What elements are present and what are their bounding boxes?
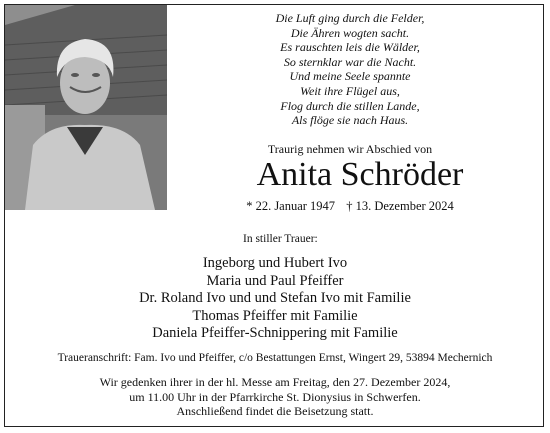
obituary-card [4,4,544,427]
mourner-entry: Dr. Roland Ivo und und Stefan Ivo mit Familie [139,290,411,307]
poem-line: So sternklar war die Nacht. [283,54,417,69]
portrait-illustration [5,5,167,210]
life-dates [205,199,495,214]
mourner-entry: Maria und Paul Pfeiffer [206,272,344,289]
service-line: um 11.00 Uhr in der Pfarrkirche St. Dionysius in Schwerfen. [129,389,421,404]
mourner-entry: Thomas Pfeiffer mit Familie [192,307,358,324]
poem-line: Die Luft ging durch die Felder, [275,11,425,25]
poem-line: Flog durch die stillen Lande, [280,98,420,113]
service-line: Anschließend findet die Beisetzung statt. [176,404,374,418]
poem [205,11,495,128]
death-date: † 13. Dezember 2024 [346,199,454,213]
deceased-name: Anita Schröder [256,156,464,193]
mourner-entry: Ingeborg und Hubert Ivo [202,255,348,271]
mourners-list [65,255,485,343]
poem-line: Es rauschten leis die Wälder, [280,40,420,55]
mourning-address: Traueranschrift: Fam. Ivo und Pfeiffer, c/o Bestattungen Ernst, Wingert 29, 53894 Mechernich [57,352,493,364]
mourning-heading: In stiller Trauer: [243,233,318,245]
service-line: Wir gedenken ihrer in der hl. Messe am Freitag, den 27. Dezember 2024, [99,375,451,389]
birth-date: * 22. Januar 1947 [246,199,336,213]
poem-line: Weit ihre Flügel aus, [300,83,400,98]
mourner-entry: Daniela Pfeiffer-Schnippering mit Familie [152,325,398,342]
service-info [45,375,505,419]
poem-line: Die Ähren wogten sacht. [290,25,410,40]
poem-line: Als flöge sie nach Haus. [291,113,409,128]
poem-line: Und meine Seele spannte [289,69,411,84]
portrait-photo [5,5,167,210]
farewell-intro: Traurig nehmen wir Abschied von [267,142,433,156]
